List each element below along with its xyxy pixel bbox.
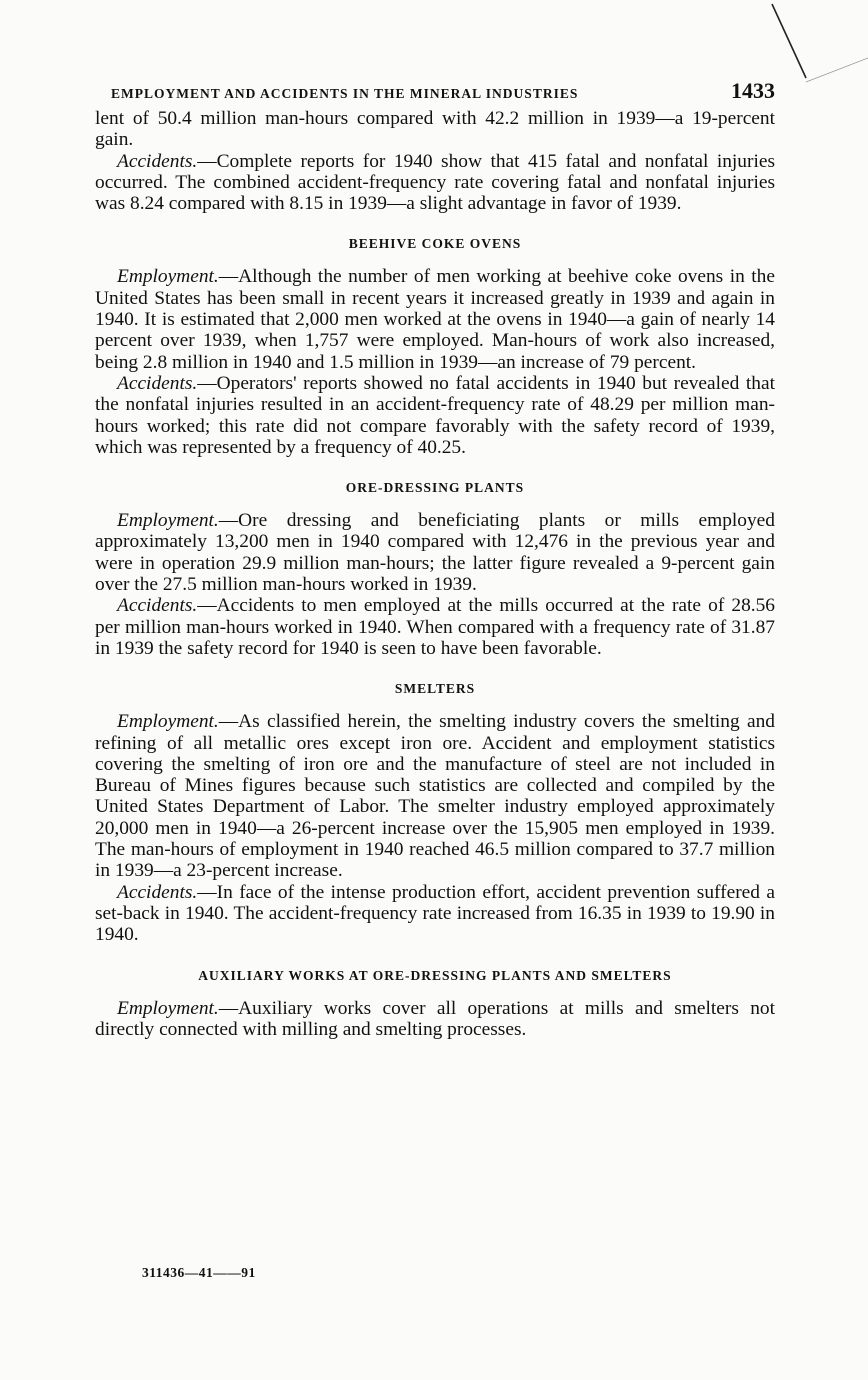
employment-paragraph xyxy=(95,711,775,881)
section-heading: SMELTERS xyxy=(394,681,476,697)
paragraph-text: —Auxiliary works cover all operations at mills and smelters not directly connected with milling and smelting processes. xyxy=(95,997,775,1040)
paragraph-lead: Accidents. xyxy=(117,595,198,617)
paragraph-text: —Ore dressing and beneficiating plants or mills employed approximately 13,200 men in 1940 compared with 12,476 in the previous year and were in operation 29.9 million man-hours; the latter figure revealed a 9-percent gain over the 27.5 million man-hours worked in 1939. xyxy=(95,510,775,596)
employment-paragraph xyxy=(95,266,775,372)
paragraph-text: —Accidents to men employed at the mills occurred at the rate of 28.56 per million man-hours worked in 1940. When compared with a frequency rate of 31.87 in 1939 the safety record for 1940 is seen to have been favorable. xyxy=(95,595,775,659)
accidents-paragraph xyxy=(95,882,775,946)
employment-paragraph xyxy=(95,510,775,595)
paragraph-lead: Accidents. xyxy=(117,150,198,172)
print-code-footer: 311436—41——91 xyxy=(142,1265,256,1280)
section-ore-dressing-plants xyxy=(95,480,775,659)
pen-stroke-mark xyxy=(770,0,868,95)
paragraph-lead: Employment. xyxy=(117,510,219,532)
paragraph-text: —Complete reports for 1940 show that 415 fatal and nonfatal injuries occurred. The combined accident-frequency rate covering fatal and nonfatal injuries was 8.24 compared with 8.15 in 1939—a slight advantage in favor of 1939. xyxy=(95,150,775,215)
section-heading: AUXILIARY WORKS AT ORE-DRESSING PLANTS AND SMELTERS xyxy=(198,967,672,983)
paragraph-lead: Accidents. xyxy=(117,881,198,903)
accidents-paragraph xyxy=(95,595,775,659)
document-page xyxy=(95,78,775,1040)
section-beehive-coke-ovens xyxy=(95,236,775,458)
paragraph-lead: Accidents. xyxy=(117,372,198,394)
section-heading: ORE-DRESSING PLANTS xyxy=(345,480,525,496)
paragraph-text: —Operators' reports showed no fatal accidents in 1940 but revealed that the nonfatal injuries resulted in an accident-frequency rate of 48.29 per million man-hours worked; this rate did not compare favorably with the safety record of 1939, which was represented by a frequency of 40.25. xyxy=(95,372,775,458)
continuation-paragraph: lent of 50.4 million man-hours compared with 42.2 million in 1939—a 19-percent gain. xyxy=(95,108,775,151)
running-title: EMPLOYMENT AND ACCIDENTS IN THE MINERAL INDUSTRIES xyxy=(111,86,579,101)
paragraph-lead: Employment. xyxy=(117,711,219,733)
paragraph-lead: Employment. xyxy=(117,997,219,1019)
accidents-paragraph xyxy=(95,373,775,458)
paragraph-text: —In face of the intense production effort, accident prevention suffered a set-back in 1940. The accident-frequency rate increased from 16.35 in 1939 to 19.90 in 1940. xyxy=(95,881,775,946)
section-heading: BEEHIVE COKE OVENS xyxy=(348,236,522,252)
section-auxiliary-works xyxy=(95,968,775,1041)
employment-paragraph xyxy=(95,998,775,1041)
page-number: 1433 xyxy=(731,78,775,103)
paragraph-lead: Employment. xyxy=(117,266,219,288)
paragraph-text: —As classified herein, the smelting industry covers the smelting and refining of all metallic ores except iron ore. Accident and employment statistics covering the smelting of iron ore and the manufacture of steel are not included in Bureau of Mines figures because such statistics are collected and compiled by the United States Department of Labor. The smelter industry employed approximately 20,000 men in 1940—a 26-percent increase over the 15,905 men employed in 1939. The man-hours of employment in 1940 reached 46.5 million compared to 37.7 million in 1939—a 23-percent increase. xyxy=(95,711,775,882)
running-header xyxy=(95,78,775,108)
paragraph-text: —Although the number of men working at beehive coke ovens in the United States has been small in recent years it increased greatly in 1939 and again in 1940. It is estimated that 2,000 men worked at the ovens in 1940—a gain of nearly 14 percent over 1939, when 1,757 were employed. Man-hours of work also increased, being 2.8 million in 1940 and 1.5 million in 1939—an increase of 79 percent. xyxy=(95,266,775,373)
intro-accidents-paragraph xyxy=(95,151,775,215)
section-smelters xyxy=(95,681,775,945)
